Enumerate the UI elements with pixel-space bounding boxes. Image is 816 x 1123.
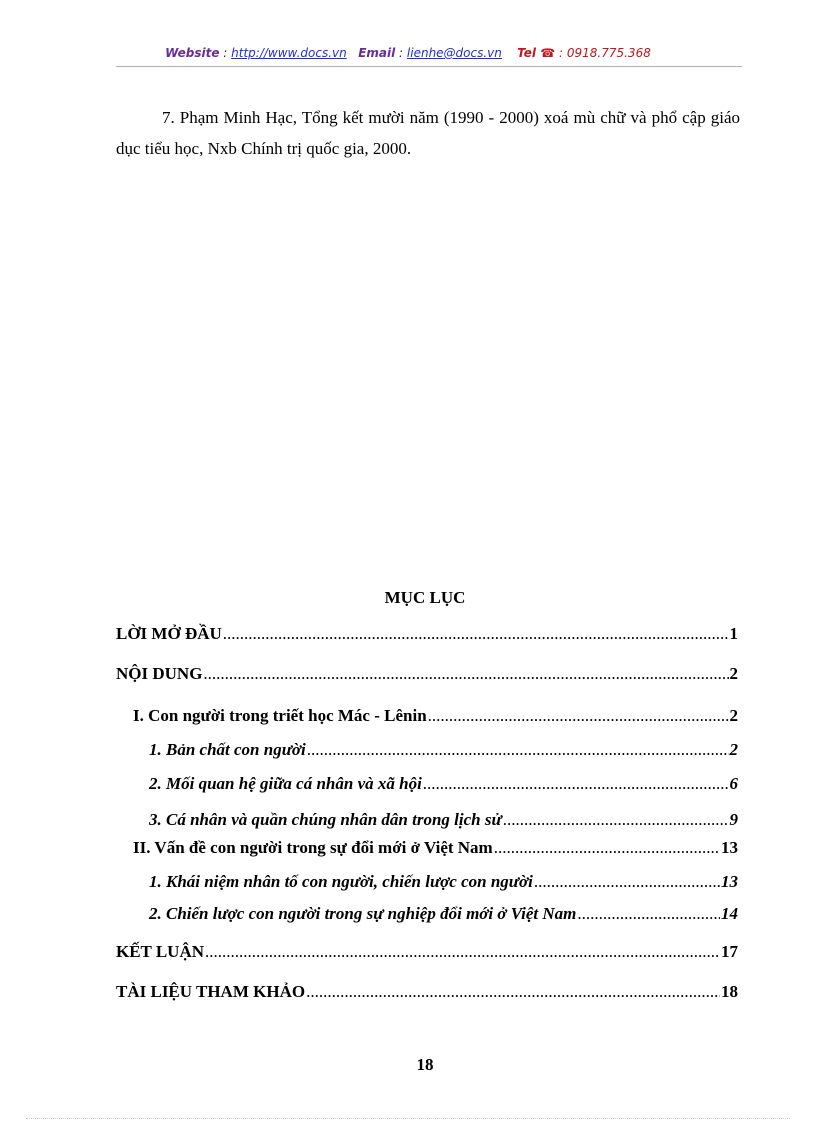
toc-entry[interactable] <box>133 706 738 730</box>
toc-leader <box>307 740 729 760</box>
toc-entry-page: 2 <box>729 664 738 683</box>
toc-entry[interactable] <box>116 664 738 688</box>
toc-entry-label: 3. Cá nhân và quần chúng nhân dân trong lịch sử <box>149 810 502 829</box>
toc-leader <box>205 942 720 962</box>
toc-entry-label: KẾT LUẬN <box>116 942 205 961</box>
website-link[interactable]: http://www.docs.vn <box>231 46 347 60</box>
toc-entry-label: I. Con người trong triết học Mác - Lênin <box>133 706 427 725</box>
header-divider <box>116 66 742 67</box>
email-separator: : <box>395 46 407 60</box>
toc-entry-label: 1. Bản chất con người <box>149 740 306 759</box>
toc-entry-label: II. Vấn đề con người trong sự đổi mới ở Việt Nam <box>133 838 493 857</box>
toc-entry-page: 18 <box>721 982 738 1001</box>
reference-item: 7. Phạm Minh Hạc, Tổng kết mười năm (1990 - 2000) xoá mù chữ và phổ cập giáo dục tiểu học, Nxb Chính trị quốc gia, 2000. <box>116 108 740 158</box>
toc-entry[interactable] <box>149 872 738 896</box>
toc-entry-page: 14 <box>721 904 738 923</box>
toc-entry-page: 2 <box>729 706 738 725</box>
toc-leader <box>223 624 729 644</box>
toc-entry-page: 17 <box>721 942 738 961</box>
toc-entry-page: 9 <box>729 810 738 829</box>
toc-entry[interactable] <box>116 982 738 1006</box>
website-label: Website <box>165 46 220 60</box>
email-link[interactable]: lienhe@docs.vn <box>406 46 502 60</box>
toc-entry[interactable] <box>116 942 738 966</box>
toc-entry-label: 1. Khái niệm nhân tố con người, chiến lược con người <box>149 872 533 891</box>
toc-leader <box>423 774 729 794</box>
email-label: Email <box>358 46 396 60</box>
toc-entry[interactable] <box>116 624 738 648</box>
toc-entry[interactable] <box>149 904 738 928</box>
page-bottom-border <box>26 1118 790 1119</box>
toc-entry-page: 2 <box>729 740 738 759</box>
toc-leader <box>494 838 720 858</box>
toc-leader <box>577 904 720 924</box>
toc-entry-page: 13 <box>721 838 738 857</box>
page-number: 18 <box>416 1055 434 1074</box>
toc-leader <box>203 664 728 684</box>
toc-entry-label: TÀI LIỆU THAM KHẢO <box>116 982 306 1001</box>
tel-label: Tel ☎ <box>517 46 556 60</box>
toc-entry-page: 1 <box>729 624 738 643</box>
toc-entry-label: 2. Chiến lược con người trong sự nghiệp đổi mới ở Việt Nam <box>149 904 577 923</box>
page-header <box>0 46 816 60</box>
toc-leader <box>428 706 729 726</box>
toc-leader <box>534 872 720 892</box>
toc-entry-page: 6 <box>729 774 738 793</box>
toc-entry[interactable] <box>149 740 738 764</box>
tel-value: : 0918.775.368 <box>559 46 651 60</box>
toc-title: MỤC LỤC <box>384 588 466 607</box>
toc-entry-label: 2. Mối quan hệ giữa cá nhân và xã hội <box>149 774 422 793</box>
toc-entry-page: 13 <box>721 872 738 891</box>
toc-entry[interactable] <box>149 810 738 834</box>
toc-leader <box>503 810 729 830</box>
website-separator: : <box>219 46 232 60</box>
toc-leader <box>306 982 720 1002</box>
toc-entry[interactable] <box>149 774 738 798</box>
toc-entry[interactable] <box>133 838 738 862</box>
toc-entry-label: NỘI DUNG <box>116 664 203 683</box>
toc-entry-label: LỜI MỞ ĐẦU <box>116 624 222 643</box>
